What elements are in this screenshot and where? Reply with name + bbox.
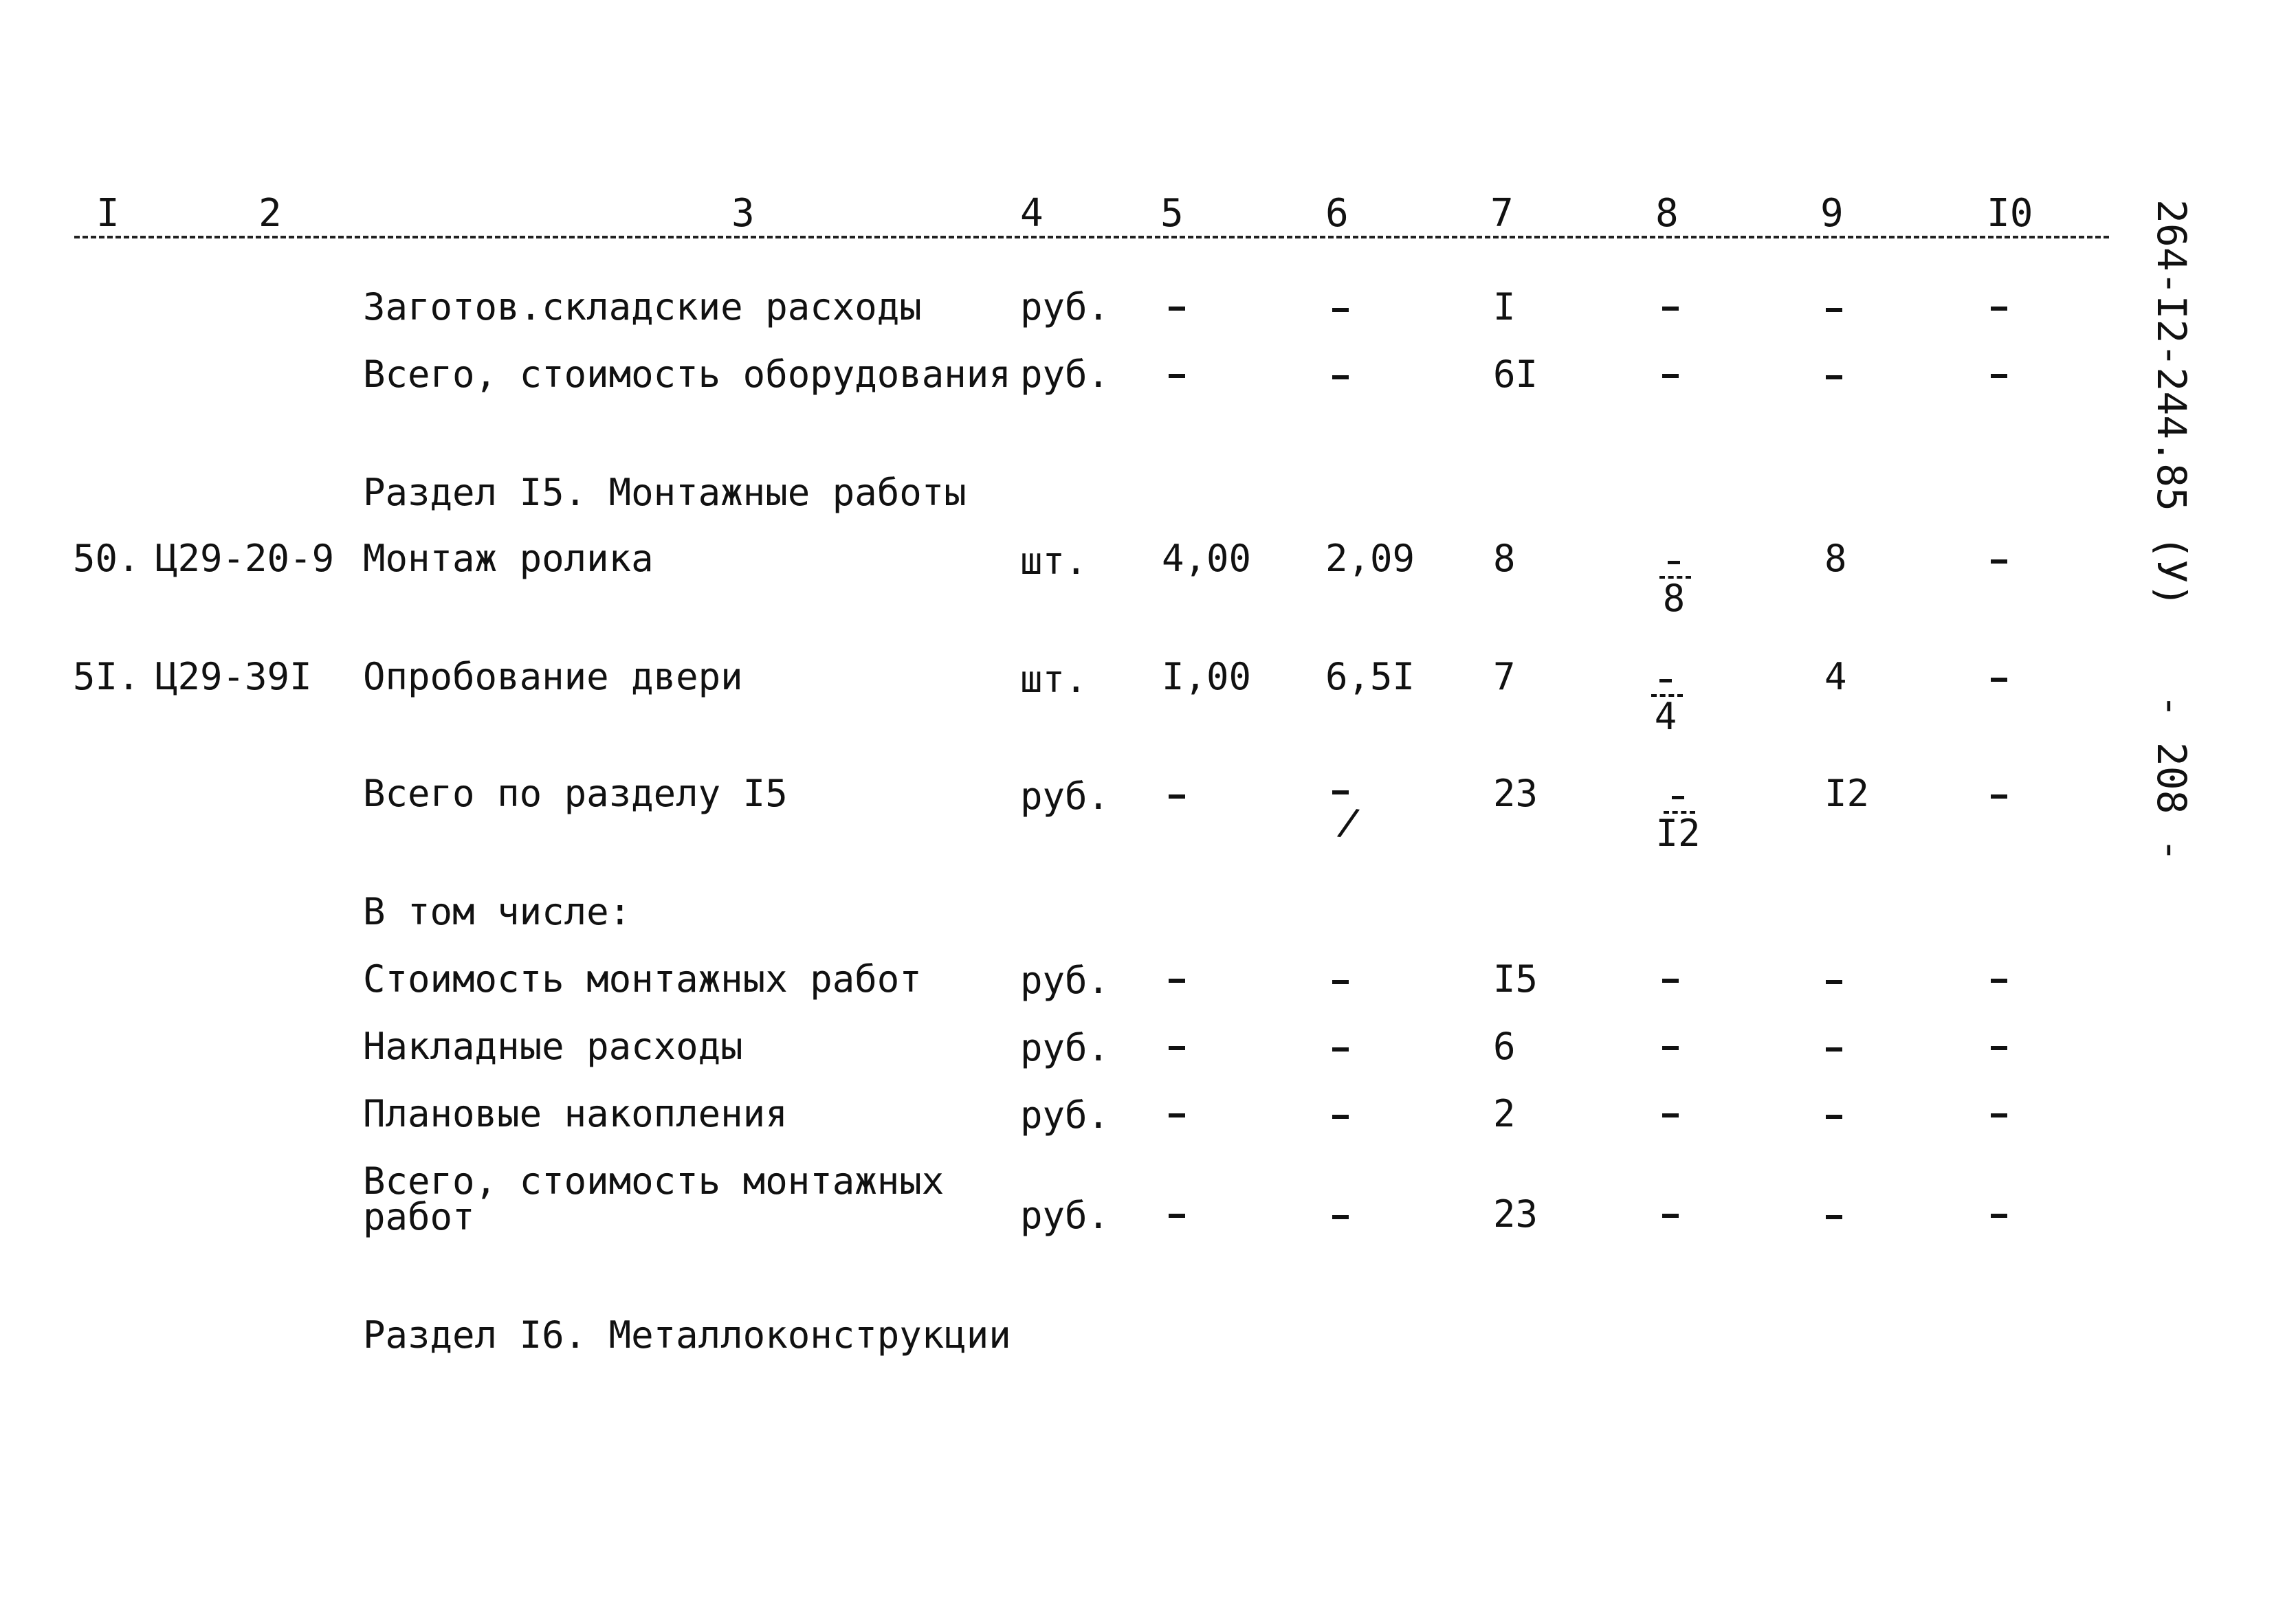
document-code: 264-I2-244.85 (У)	[2148, 199, 2195, 608]
row-number: 5I.	[73, 655, 140, 698]
empty-dash	[1332, 1215, 1349, 1219]
empty-dash	[1332, 980, 1349, 984]
empty-dash	[1332, 1047, 1349, 1052]
row-name: Всего по разделу I5	[363, 772, 788, 815]
empty-dash	[1662, 1046, 1679, 1050]
row-name: Всего, стоимость оборудования	[363, 353, 1011, 396]
column-header-2: 2	[258, 191, 282, 236]
row-value-col8	[1643, 550, 1705, 620]
empty-dash	[1169, 1214, 1185, 1218]
column-header-9: 9	[1820, 191, 1844, 236]
row-unit: руб.	[1020, 959, 1110, 1002]
empty-dash	[1169, 979, 1185, 983]
row-value-col7: 2	[1493, 1092, 1516, 1135]
row-value-col6: 6,5I	[1325, 655, 1415, 698]
page-number: - 208 -	[2148, 694, 2195, 863]
fraction-denominator: 8	[1662, 577, 1686, 620]
row-value-col7: 8	[1493, 537, 1516, 580]
subsection-label: В том числе:	[363, 890, 632, 933]
empty-dash	[1332, 1115, 1349, 1119]
row-name: Стоимость монтажных работ	[363, 957, 922, 1001]
column-header-6: 6	[1325, 191, 1349, 236]
empty-dash	[1169, 307, 1185, 311]
row-value-col9: 8	[1824, 537, 1847, 580]
row-unit: руб.	[1020, 1194, 1110, 1237]
column-header-5: 5	[1160, 191, 1184, 236]
empty-dash	[1662, 374, 1679, 378]
row-unit: шт.	[1020, 540, 1088, 583]
row-value-col5: 4,00	[1162, 537, 1252, 580]
row-code: Ц29-20-9	[155, 537, 335, 580]
empty-dash	[1332, 375, 1349, 379]
row-value-col9: I2	[1824, 772, 1870, 815]
column-header-3: 3	[731, 191, 755, 236]
row-value-col8	[1647, 785, 1709, 855]
fraction-denominator: I2	[1655, 812, 1701, 855]
row-value-col7: 23	[1493, 1192, 1538, 1236]
row-name: Накладные расходы	[363, 1025, 743, 1068]
row-unit: руб.	[1020, 1026, 1110, 1069]
row-code: Ц29-39I	[155, 655, 312, 698]
empty-dash	[1991, 307, 2007, 311]
empty-dash	[1169, 1046, 1185, 1050]
empty-dash	[1332, 790, 1349, 794]
row-name-line2: работ	[363, 1195, 475, 1238]
empty-dash	[1662, 1113, 1679, 1117]
row-value-col9: 4	[1824, 655, 1847, 698]
empty-dash	[1991, 1214, 2007, 1218]
row-name-line1: Всего, стоимость монтажных	[363, 1159, 945, 1203]
empty-dash	[1991, 1113, 2007, 1117]
empty-dash	[1662, 307, 1679, 311]
pen-mark: /	[1334, 799, 1364, 846]
row-name: Монтаж ролика	[363, 537, 654, 580]
empty-dash	[1826, 1047, 1842, 1052]
column-header-10: I0	[1987, 191, 2033, 236]
empty-dash	[1991, 794, 2007, 799]
empty-dash	[1826, 375, 1842, 379]
empty-dash	[1991, 1046, 2007, 1050]
empty-dash	[1991, 559, 2007, 564]
row-value-col7: 7	[1493, 655, 1516, 698]
empty-dash	[1826, 308, 1842, 312]
row-value-col5: I,00	[1162, 655, 1252, 698]
row-name: Плановые накопления	[363, 1092, 788, 1135]
empty-dash	[1169, 374, 1185, 378]
empty-dash	[1169, 794, 1185, 799]
row-value-col7: 23	[1493, 772, 1538, 815]
empty-dash	[1826, 980, 1842, 984]
fraction-denominator: 4	[1654, 695, 1677, 738]
column-header-1: I	[96, 191, 120, 236]
row-value-col7: 6	[1493, 1025, 1516, 1068]
row-name: Заготов.складские расходы	[363, 285, 922, 329]
section-heading: Раздел I5. Монтажные работы	[363, 471, 967, 514]
row-number: 50.	[73, 537, 140, 580]
row-name: Опробование двери	[363, 655, 743, 698]
column-header-4: 4	[1020, 191, 1044, 236]
row-value-col7: I5	[1493, 957, 1538, 1001]
empty-dash	[1826, 1215, 1842, 1219]
empty-dash	[1169, 1113, 1185, 1117]
empty-dash	[1662, 1214, 1679, 1218]
empty-dash	[1991, 374, 2007, 378]
empty-dash	[1826, 1115, 1842, 1119]
row-value-col8	[1635, 668, 1697, 738]
row-value-col6: 2,09	[1325, 537, 1415, 580]
row-value-col7: I	[1493, 285, 1516, 329]
empty-dash	[1991, 979, 2007, 983]
empty-dash	[1991, 678, 2007, 682]
row-unit: руб.	[1020, 353, 1110, 396]
empty-dash	[1332, 308, 1349, 312]
column-header-7: 7	[1490, 191, 1514, 236]
empty-dash	[1662, 979, 1679, 983]
row-unit: руб.	[1020, 285, 1110, 329]
row-value-col7: 6I	[1493, 353, 1538, 396]
column-header-8: 8	[1655, 191, 1679, 236]
header-dashed-rule	[74, 236, 2109, 238]
section-heading: Раздел I6. Металлоконструкции	[363, 1313, 1011, 1357]
row-unit: руб.	[1020, 1093, 1110, 1137]
row-unit: руб.	[1020, 775, 1110, 818]
row-unit: шт.	[1020, 658, 1088, 701]
